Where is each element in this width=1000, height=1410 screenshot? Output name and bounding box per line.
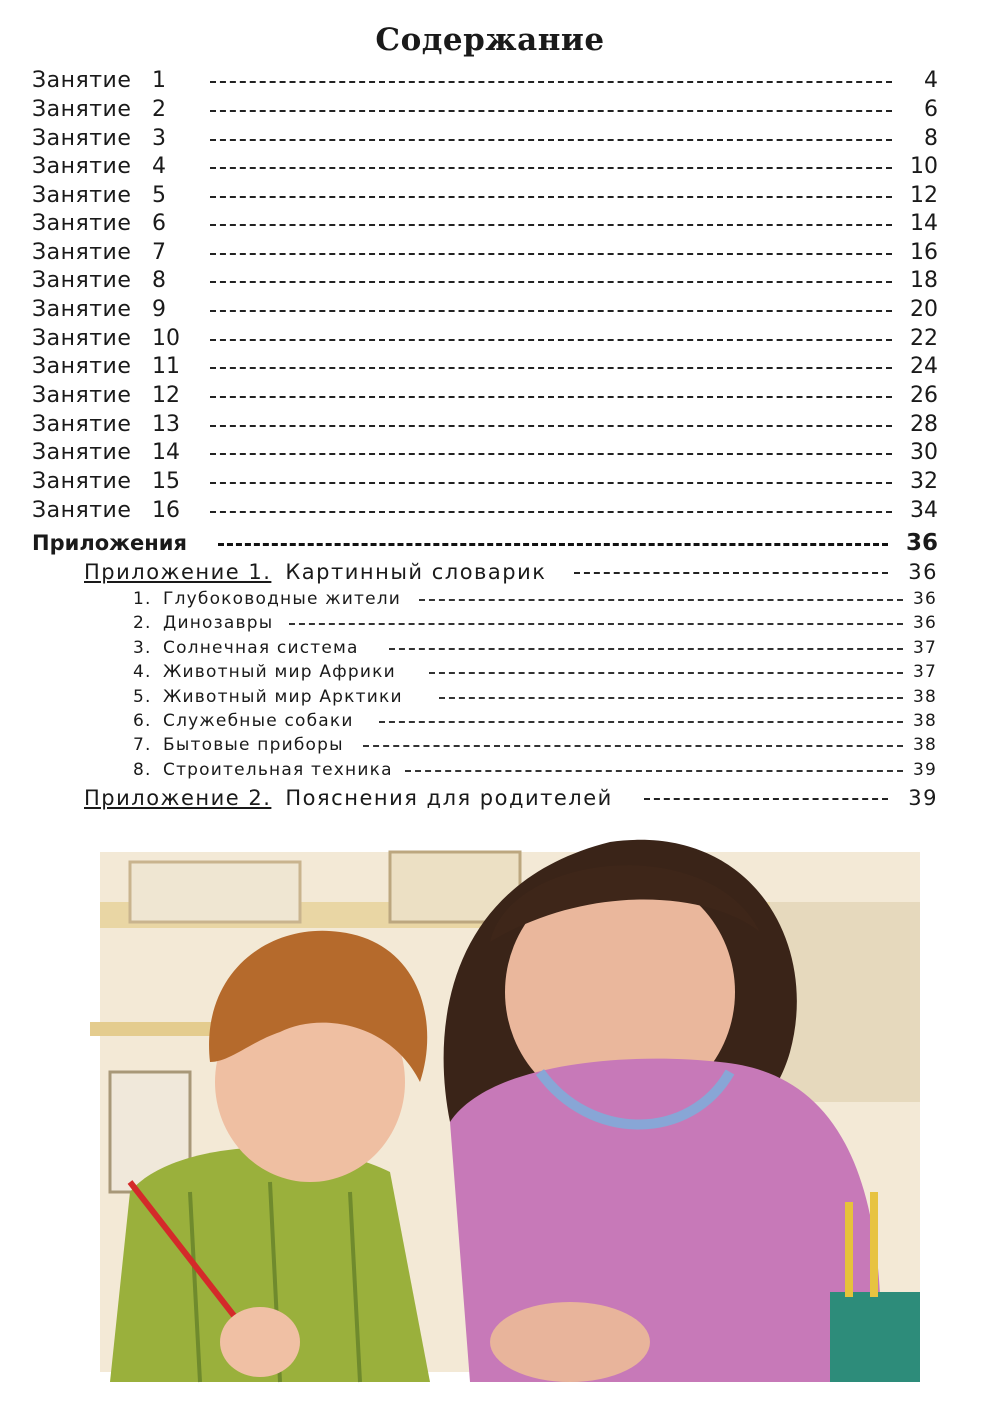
dot-leader [389,648,903,650]
toc-row-lesson-3[interactable] [32,124,940,153]
page-number: 28 [910,412,938,437]
page-number: 37 [912,662,937,682]
lesson-number: 1 [152,68,166,93]
page-number: 36 [912,589,937,609]
dot-leader [429,672,903,674]
page-number: 30 [910,440,938,465]
toc-row-lesson-5[interactable] [32,181,940,210]
toc-row-lesson-9[interactable] [32,295,940,324]
dot-leader [210,224,892,226]
appendix-2-link[interactable]: Приложение 2. [84,786,272,810]
lesson-label: Занятие [32,354,132,379]
lesson-number: 6 [152,211,166,236]
lesson-number: 13 [152,412,180,437]
lesson-number: 16 [152,498,180,523]
item-number: 5. [133,687,152,707]
page-number: 16 [910,240,938,265]
lesson-number: 3 [152,126,166,151]
dot-leader [644,798,888,800]
lesson-number: 2 [152,97,166,122]
lesson-label: Занятие [32,326,132,351]
dot-leader [210,110,892,112]
dot-leader [218,543,888,546]
dot-leader [210,253,892,255]
lesson-label: Занятие [32,268,132,293]
mother-and-son-illustration [70,822,950,1402]
toc-subitem-4[interactable] [133,660,939,684]
dot-leader [210,396,892,398]
toc-row-lesson-2[interactable] [32,95,940,124]
toc-row-lesson-7[interactable] [32,238,940,267]
page-number: 34 [910,498,938,523]
lesson-number: 7 [152,240,166,265]
lesson-number: 5 [152,183,166,208]
page-number: 14 [910,211,938,236]
page-number: 38 [912,735,937,755]
lesson-label: Занятие [32,97,132,122]
page-number: 32 [910,469,938,494]
dot-leader [210,367,892,369]
toc-subitem-2[interactable] [133,611,939,635]
item-number: 1. [133,589,152,609]
lesson-label: Занятие [32,154,132,179]
dot-leader [439,697,903,699]
dot-leader [210,310,892,312]
page-number: 38 [912,711,937,731]
lesson-label: Занятие [32,440,132,465]
item-number: 6. [133,711,152,731]
item-number: 7. [133,735,152,755]
dot-leader [210,196,892,198]
page-number: 22 [910,326,938,351]
dot-leader [210,167,892,169]
item-text: Солнечная система [163,638,359,658]
lesson-number: 12 [152,383,180,408]
toc-row-appendix-2[interactable] [84,783,940,813]
lesson-number: 14 [152,440,180,465]
toc-row-lesson-8[interactable] [32,266,940,295]
item-text: Глубоководные жители [163,589,402,609]
lesson-label: Занятие [32,68,132,93]
item-number: 4. [133,662,152,682]
page-number: 26 [910,383,938,408]
dot-leader [363,745,903,747]
item-text: Служебные собаки [163,711,354,731]
appendices-label: Приложения [32,531,187,555]
toc-row-lesson-14[interactable] [32,438,940,467]
dot-leader [210,139,892,141]
page-number: 4 [924,68,938,93]
appendix-1-link[interactable]: Приложение 1. [84,560,272,584]
dot-leader [210,281,892,283]
toc-row-lesson-11[interactable] [32,352,940,381]
item-number: 2. [133,613,152,633]
toc-subitem-6[interactable] [133,709,939,733]
dot-leader [210,81,892,83]
toc-row-lesson-10[interactable] [32,324,940,353]
page-number: 36 [905,530,938,556]
lesson-number: 8 [152,268,166,293]
page-number: 10 [910,154,938,179]
lesson-number: 15 [152,469,180,494]
toc-row-lesson-4[interactable] [32,152,940,181]
page-number: 36 [912,613,937,633]
page-number: 12 [910,183,938,208]
toc-row-lesson-13[interactable] [32,410,940,439]
toc-row-appendices[interactable] [32,528,940,558]
item-text: Динозавры [163,613,274,633]
item-text: Животный мир Африки [163,662,396,682]
dot-leader [210,482,892,484]
page-title: Содержание [375,22,605,58]
lesson-number: 10 [152,326,180,351]
page-number: 39 [912,760,937,780]
dot-leader [210,425,892,427]
lesson-label: Занятие [32,126,132,151]
lesson-number: 9 [152,297,166,322]
lesson-label: Занятие [32,211,132,236]
lesson-label: Занятие [32,498,132,523]
item-text: Животный мир Арктики [163,687,403,707]
appendix-1-title: Картинный словарик [285,560,547,584]
lesson-number: 11 [152,354,180,379]
page-number: 38 [912,687,937,707]
toc-subitem-7[interactable] [133,733,939,757]
dot-leader [210,453,892,455]
page-number: 24 [910,354,938,379]
lesson-label: Занятие [32,383,132,408]
dot-leader [289,623,903,625]
page-number: 36 [908,560,938,584]
dot-leader [405,770,903,772]
toc-row-lesson-16[interactable] [32,496,940,525]
appendix-2-title: Пояснения для родителей [285,786,613,810]
dot-leader [210,511,892,513]
toc-subitem-3[interactable] [133,636,939,660]
page-number: 18 [910,268,938,293]
toc-row-lesson-12[interactable] [32,381,940,410]
toc-row-lesson-1[interactable] [32,66,940,95]
item-number: 8. [133,760,152,780]
page-number: 39 [908,786,938,810]
dot-leader [574,572,888,574]
toc-subitem-5[interactable] [133,685,939,709]
toc-row-lesson-6[interactable] [32,209,940,238]
dot-leader [419,599,903,601]
page-number: 6 [924,97,938,122]
lesson-label: Занятие [32,183,132,208]
page-number: 8 [924,126,938,151]
item-number: 3. [133,638,152,658]
lesson-label: Занятие [32,469,132,494]
dot-leader [379,721,903,723]
toc-subitem-1[interactable] [133,587,939,611]
item-text: Бытовые приборы [163,735,344,755]
page-number: 20 [910,297,938,322]
lesson-number: 4 [152,154,166,179]
page-number: 37 [912,638,937,658]
toc-row-lesson-15[interactable] [32,467,940,496]
lesson-label: Занятие [32,297,132,322]
toc-subitem-8[interactable] [133,758,939,782]
dot-leader [210,339,892,341]
lesson-label: Занятие [32,240,132,265]
item-text: Строительная техника [163,760,393,780]
toc-row-appendix-1[interactable] [84,557,940,587]
lesson-label: Занятие [32,412,132,437]
